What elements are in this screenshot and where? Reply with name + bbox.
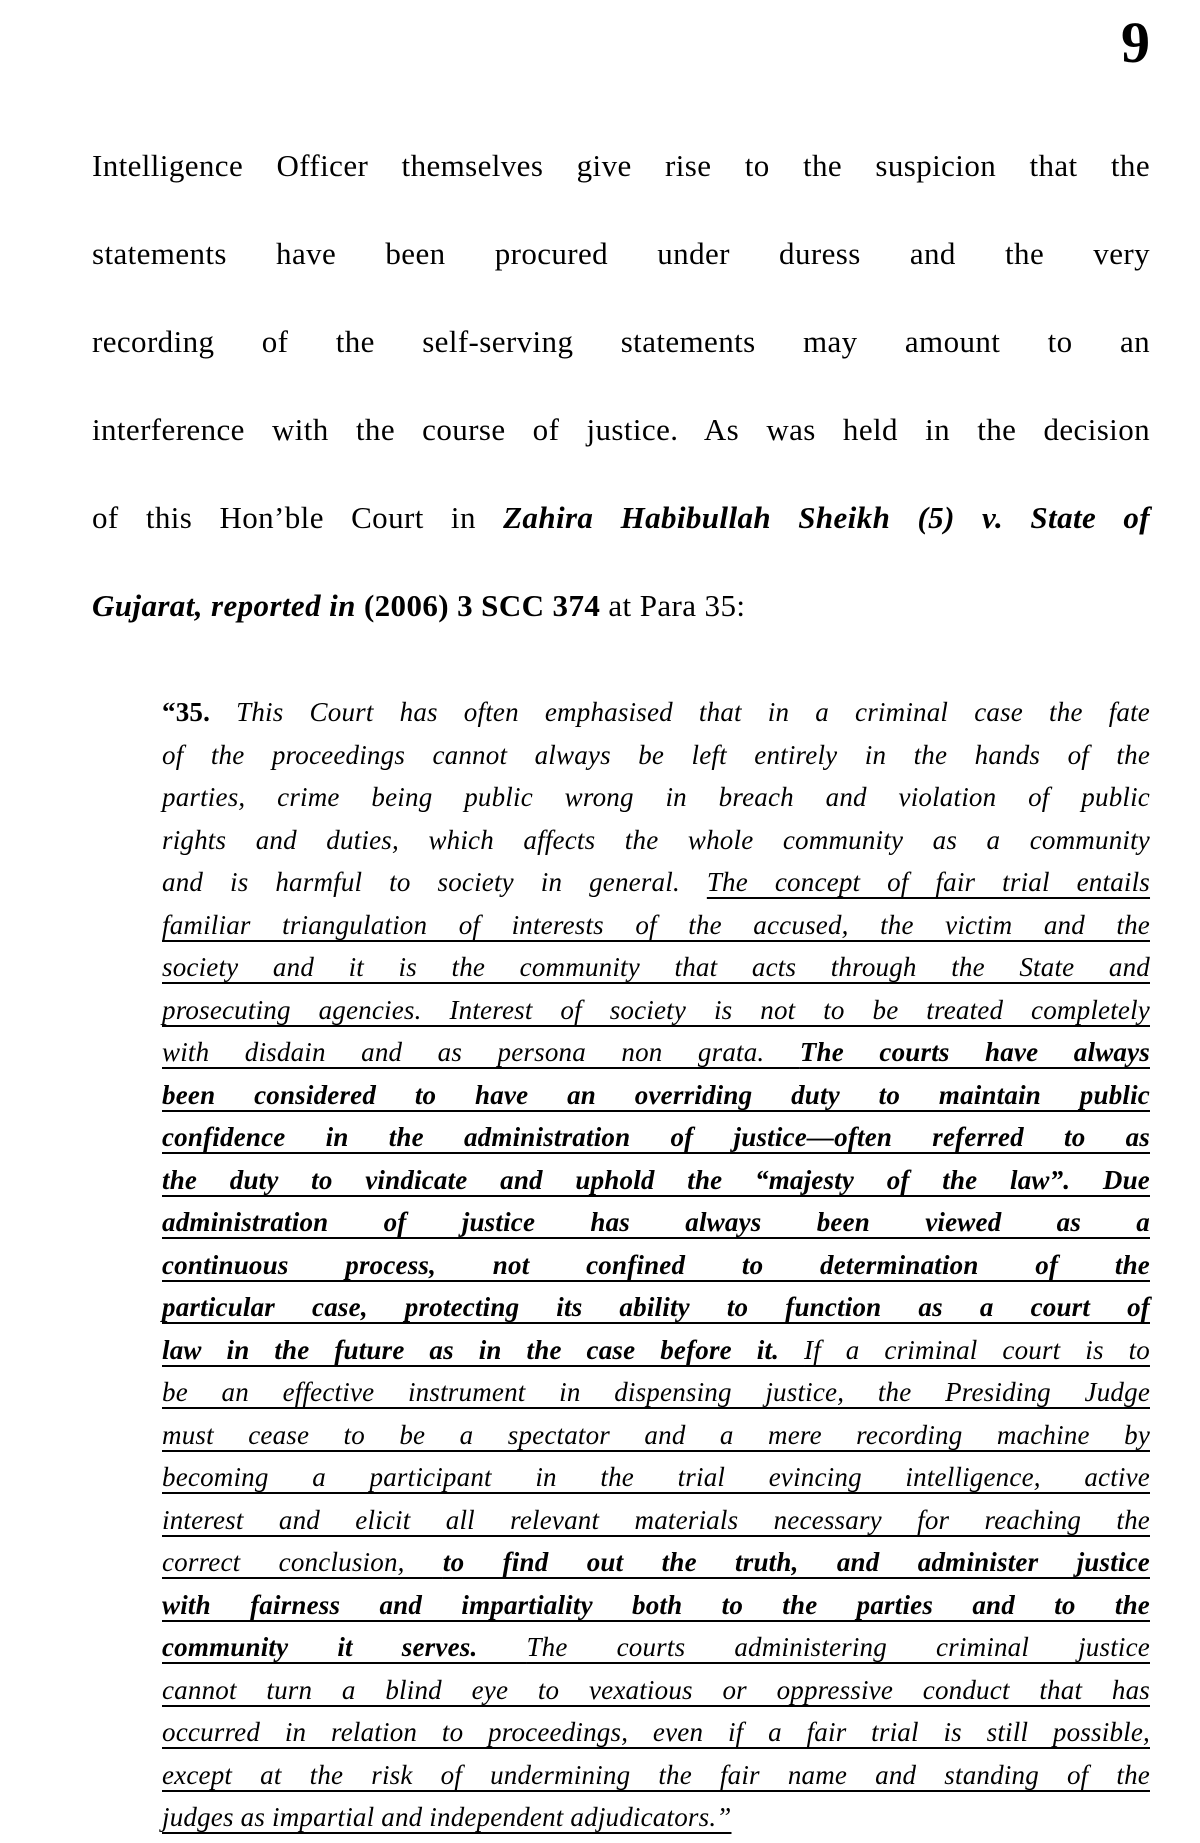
text-line	[162, 1626, 1150, 1669]
text-run-iu: interest and elicit all relevant materials necessary for reaching the	[162, 1504, 1150, 1535]
text-run-biu: the duty to vindicate and uphold the “majesty of the law”. Due	[162, 1164, 1150, 1195]
text-line	[162, 1244, 1150, 1287]
text-run-biu: to find out the truth, and administer justice	[442, 1547, 1150, 1577]
text-run-iu: must cease to be a spectator and a mere recording machine by	[162, 1419, 1150, 1450]
text-run-biu: been considered to have an overriding duty to maintain public	[162, 1079, 1150, 1110]
text-line	[162, 1116, 1150, 1159]
text-line	[162, 946, 1150, 989]
text-run-biu: particular case, protecting its ability to function as a court of	[162, 1292, 1150, 1322]
text-run-i: parties, crime being public wrong in breach and violation of public	[162, 782, 1150, 812]
text-run-biu: confidence in the administration of justice—often referred to as	[162, 1122, 1150, 1152]
text-line	[162, 1541, 1150, 1584]
text-line	[162, 1159, 1150, 1202]
text-run-r: statements have been procured under duress and the very	[92, 236, 1150, 271]
text-run-biu: administration of justice has always been viewed as a	[162, 1207, 1150, 1237]
text-line	[92, 386, 1150, 474]
text-line	[162, 1669, 1150, 1712]
text-line	[162, 1414, 1150, 1457]
text-run-biu: The courts have always	[799, 1037, 1150, 1067]
text-line	[92, 474, 1150, 562]
text-line	[162, 1796, 1150, 1839]
text-run-i: and is harmful to society in general.	[162, 867, 707, 897]
main-paragraph	[92, 122, 1150, 650]
text-line	[92, 122, 1150, 210]
text-run-biu: continuous process, not confined to determination of the	[162, 1249, 1150, 1280]
text-run-i: of the proceedings cannot always be left entirely in the hands of the	[162, 739, 1150, 770]
text-run-iu: becoming a participant in the trial evincing intelligence, active	[162, 1462, 1150, 1492]
text-line	[162, 1754, 1150, 1797]
text-line	[162, 1074, 1150, 1117]
text-run-r: at Para 35:	[600, 588, 746, 623]
text-run-biu: community it serves.	[162, 1632, 527, 1662]
text-line	[162, 989, 1150, 1032]
text-line	[162, 1371, 1150, 1414]
text-run-b: “35.	[162, 697, 211, 727]
text-line	[162, 1031, 1150, 1074]
text-line	[162, 904, 1150, 947]
text-line	[162, 1201, 1150, 1244]
text-run-iu: If a criminal court is to	[804, 1334, 1150, 1365]
text-line	[162, 1286, 1150, 1329]
text-run-r: Intelligence Officer themselves give rise to the suspicion that the	[92, 148, 1150, 183]
text-line	[162, 734, 1150, 777]
text-run-iu: prosecuting agencies. Interest of society is not to be treated completely	[162, 994, 1150, 1025]
text-line	[162, 1584, 1150, 1627]
text-run-i: This Court has often emphasised that in a criminal case the fate	[210, 697, 1150, 727]
page-number: 9	[1121, 10, 1150, 75]
text-run-iu: cannot turn a blind eye to vexatious or oppressive conduct that has	[162, 1674, 1150, 1705]
text-run-b: (2006) 3 SCC 374	[363, 588, 601, 623]
text-run-bi: Zahira Habibullah Sheikh (5) v. State of	[503, 500, 1150, 535]
text-line	[162, 1711, 1150, 1754]
text-run-bi: Gujarat, reported in	[92, 588, 364, 623]
text-line	[92, 210, 1150, 298]
text-run-iu: except at the risk of undermining the fair name and standing of the	[162, 1759, 1150, 1790]
text-line	[162, 1456, 1150, 1499]
text-run-iu: judges as impartial and independent adjudicators.”	[162, 1802, 732, 1832]
text-run-iu: correct conclusion,	[162, 1547, 443, 1577]
text-run-r: recording of the self-serving statements may amount to an	[92, 324, 1150, 359]
text-line	[92, 562, 1150, 650]
quote-block	[162, 691, 1150, 1839]
text-run-iu: The courts administering criminal justice	[526, 1632, 1150, 1662]
text-run-r: interference with the course of justice. As was held in the decision	[92, 412, 1150, 447]
text-line	[162, 1329, 1150, 1372]
text-run-biu: with fairness and impartiality both to the parties and to the	[162, 1589, 1150, 1620]
text-line	[162, 1499, 1150, 1542]
text-run-iu: familiar triangulation of interests of the accused, the victim and the	[162, 909, 1150, 940]
text-run-iu: with disdain and as persona non grata.	[162, 1037, 800, 1067]
text-run-iu: occurred in relation to proceedings, even if a fair trial is still possible,	[162, 1717, 1150, 1747]
text-line	[162, 819, 1150, 862]
text-line	[162, 691, 1150, 734]
text-run-iu: The concept of fair trial entails	[706, 867, 1151, 897]
text-run-r: of this Hon’ble Court in	[92, 500, 504, 535]
text-run-i: rights and duties, which affects the whole community as a community	[162, 824, 1150, 855]
text-run-biu: law in the future as in the case before it.	[162, 1334, 805, 1365]
text-line	[162, 861, 1150, 904]
text-run-iu: society and it is the community that acts through the State and	[162, 952, 1150, 982]
text-run-iu: be an effective instrument in dispensing justice, the Presiding Judge	[162, 1377, 1150, 1407]
text-line	[162, 776, 1150, 819]
text-line	[92, 298, 1150, 386]
